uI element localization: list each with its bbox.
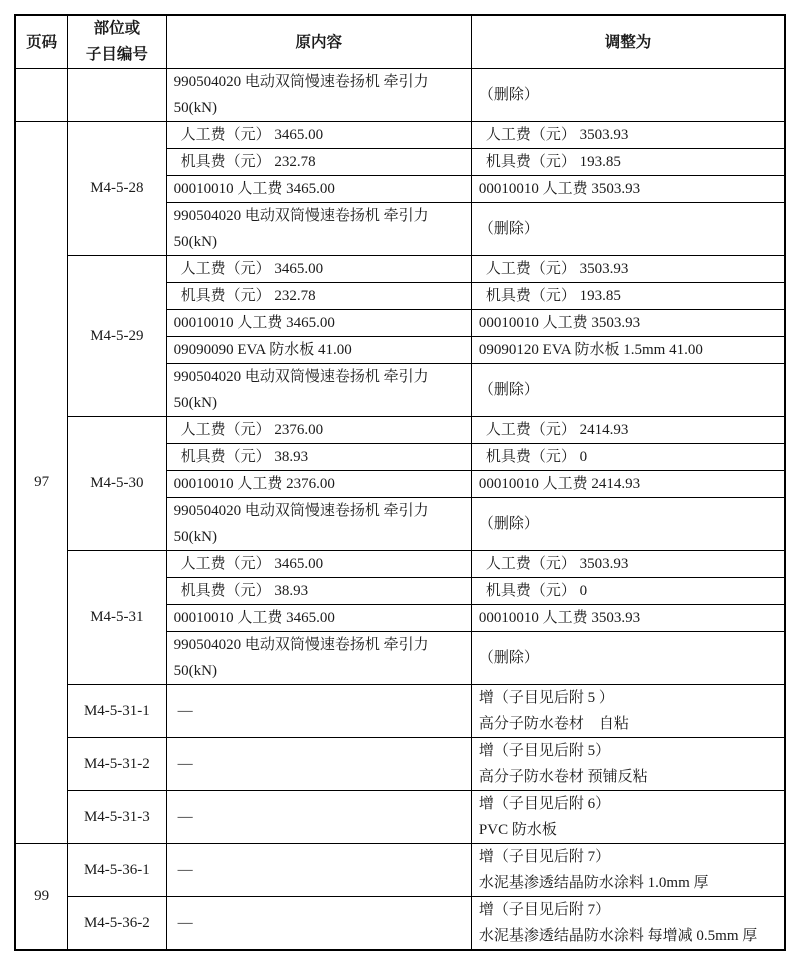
original-content-cell: 人工费（元） 3465.00: [166, 122, 471, 149]
adjusted-content-cell: 00010010 人工费 3503.93: [471, 310, 785, 337]
item-code-cell: M4-5-31: [68, 551, 166, 685]
cell-text-line: 增（子目见后附 7）: [478, 849, 611, 865]
original-content-cell: 机具费（元） 232.78: [166, 149, 471, 176]
original-content-cell: 00010010 人工费 3465.00: [166, 605, 471, 632]
header-item-code-line2: 子目编号: [85, 46, 148, 63]
adjusted-content-cell: 机具费（元） 0: [471, 578, 785, 605]
cell-text-line: 水泥基渗透结晶防水涂料 每增减 0.5mm 厚: [478, 928, 758, 944]
adjusted-content-cell: （删除）: [471, 203, 785, 256]
original-content-cell: 机具费（元） 38.93: [166, 578, 471, 605]
cell-text-line: 990504020 电动双筒慢速卷扬机 牵引力: [173, 369, 429, 385]
adjusted-content-cell: 机具费（元） 0: [471, 444, 785, 471]
table-row: [15, 897, 785, 951]
original-content-cell: —: [166, 844, 471, 897]
table-row: [15, 844, 785, 897]
adjusted-content-cell: 00010010 人工费 2414.93: [471, 471, 785, 498]
original-content-cell: [166, 498, 471, 551]
cell-text-line: 增（子目见后附 6）: [478, 796, 611, 812]
cell-text-line: 50(kN): [173, 234, 217, 250]
original-content-cell: 人工费（元） 3465.00: [166, 256, 471, 283]
cell-text-line: 990504020 电动双筒慢速卷扬机 牵引力: [173, 208, 429, 224]
original-content-cell: [166, 69, 471, 122]
header-original-content: 原内容: [166, 15, 471, 69]
original-content-cell: 机具费（元） 232.78: [166, 283, 471, 310]
original-content-cell: —: [166, 897, 471, 951]
header-item-code: [68, 15, 166, 69]
cell-text-line: 增（子目见后附 5 ）: [478, 690, 614, 706]
item-code-cell: M4-5-29: [68, 256, 166, 417]
item-code-cell: M4-5-28: [68, 122, 166, 256]
cell-text-line: 50(kN): [173, 100, 217, 116]
page-number-cell: 99: [15, 844, 68, 951]
table-row: [15, 256, 785, 283]
original-content-cell: 00010010 人工费 3465.00: [166, 176, 471, 203]
header-page-number: 页码: [15, 15, 68, 69]
adjusted-content-cell: [471, 897, 785, 951]
table-body: [15, 69, 785, 951]
item-code-cell: M4-5-31-2: [68, 738, 166, 791]
table-row: [15, 69, 785, 122]
cell-text-line: 50(kN): [173, 663, 217, 679]
adjusted-content-cell: [471, 685, 785, 738]
cell-text-line: 水泥基渗透结晶防水涂料 1.0mm 厚: [478, 875, 709, 891]
original-content-cell: —: [166, 738, 471, 791]
cell-text-line: 高分子防水卷材 自粘: [478, 716, 629, 732]
adjusted-content-cell: （删除）: [471, 632, 785, 685]
original-content-cell: —: [166, 685, 471, 738]
item-code-cell: M4-5-31-3: [68, 791, 166, 844]
item-code-cell: M4-5-30: [68, 417, 166, 551]
header-row: [15, 15, 785, 69]
table-row: [15, 791, 785, 844]
page-number-cell: 97: [15, 122, 68, 844]
original-content-cell: [166, 203, 471, 256]
header-item-code-line1: 部位或: [93, 20, 141, 37]
adjusted-content-cell: [471, 738, 785, 791]
adjusted-content-cell: [471, 844, 785, 897]
item-code-cell: [68, 69, 166, 122]
table-row: [15, 738, 785, 791]
adjusted-content-cell: 人工费（元） 3503.93: [471, 551, 785, 578]
adjusted-content-cell: 人工费（元） 2414.93: [471, 417, 785, 444]
table-row: [15, 551, 785, 578]
adjusted-content-cell: 00010010 人工费 3503.93: [471, 605, 785, 632]
adjusted-content-cell: 机具费（元） 193.85: [471, 283, 785, 310]
cell-text-line: 990504020 电动双筒慢速卷扬机 牵引力: [173, 637, 429, 653]
original-content-cell: 09090090 EVA 防水板 41.00: [166, 337, 471, 364]
adjusted-content-cell: 00010010 人工费 3503.93: [471, 176, 785, 203]
adjusted-content-cell: （删除）: [471, 364, 785, 417]
table-row: [15, 685, 785, 738]
original-content-cell: 00010010 人工费 3465.00: [166, 310, 471, 337]
page-number-cell: [15, 69, 68, 122]
cell-text-line: 990504020 电动双筒慢速卷扬机 牵引力: [173, 503, 429, 519]
item-code-cell: M4-5-31-1: [68, 685, 166, 738]
original-content-cell: 00010010 人工费 2376.00: [166, 471, 471, 498]
original-content-cell: —: [166, 791, 471, 844]
original-content-cell: 机具费（元） 38.93: [166, 444, 471, 471]
cell-text-line: 高分子防水卷材 预铺反粘: [478, 769, 648, 785]
adjusted-content-cell: [471, 791, 785, 844]
cell-text-line: 增（子目见后附 7）: [478, 902, 611, 918]
item-code-cell: M4-5-36-1: [68, 844, 166, 897]
adjusted-content-cell: （删除）: [471, 69, 785, 122]
cell-text-line: 990504020 电动双筒慢速卷扬机 牵引力: [173, 74, 429, 90]
item-code-cell: M4-5-36-2: [68, 897, 166, 951]
cell-text-line: 增（子目见后附 5）: [478, 743, 611, 759]
table-row: [15, 417, 785, 444]
original-content-cell: [166, 364, 471, 417]
original-content-cell: 人工费（元） 2376.00: [166, 417, 471, 444]
table-row: [15, 122, 785, 149]
header-adjusted-content: 调整为: [471, 15, 785, 69]
cell-text-line: PVC 防水板: [478, 822, 557, 838]
original-content-cell: 人工费（元） 3465.00: [166, 551, 471, 578]
adjusted-content-cell: （删除）: [471, 498, 785, 551]
adjusted-content-cell: 09090120 EVA 防水板 1.5mm 41.00: [471, 337, 785, 364]
adjusted-content-cell: 机具费（元） 193.85: [471, 149, 785, 176]
adjustment-table: [14, 14, 786, 951]
original-content-cell: [166, 632, 471, 685]
cell-text-line: 50(kN): [173, 529, 217, 545]
adjusted-content-cell: 人工费（元） 3503.93: [471, 256, 785, 283]
adjusted-content-cell: 人工费（元） 3503.93: [471, 122, 785, 149]
cell-text-line: 50(kN): [173, 395, 217, 411]
